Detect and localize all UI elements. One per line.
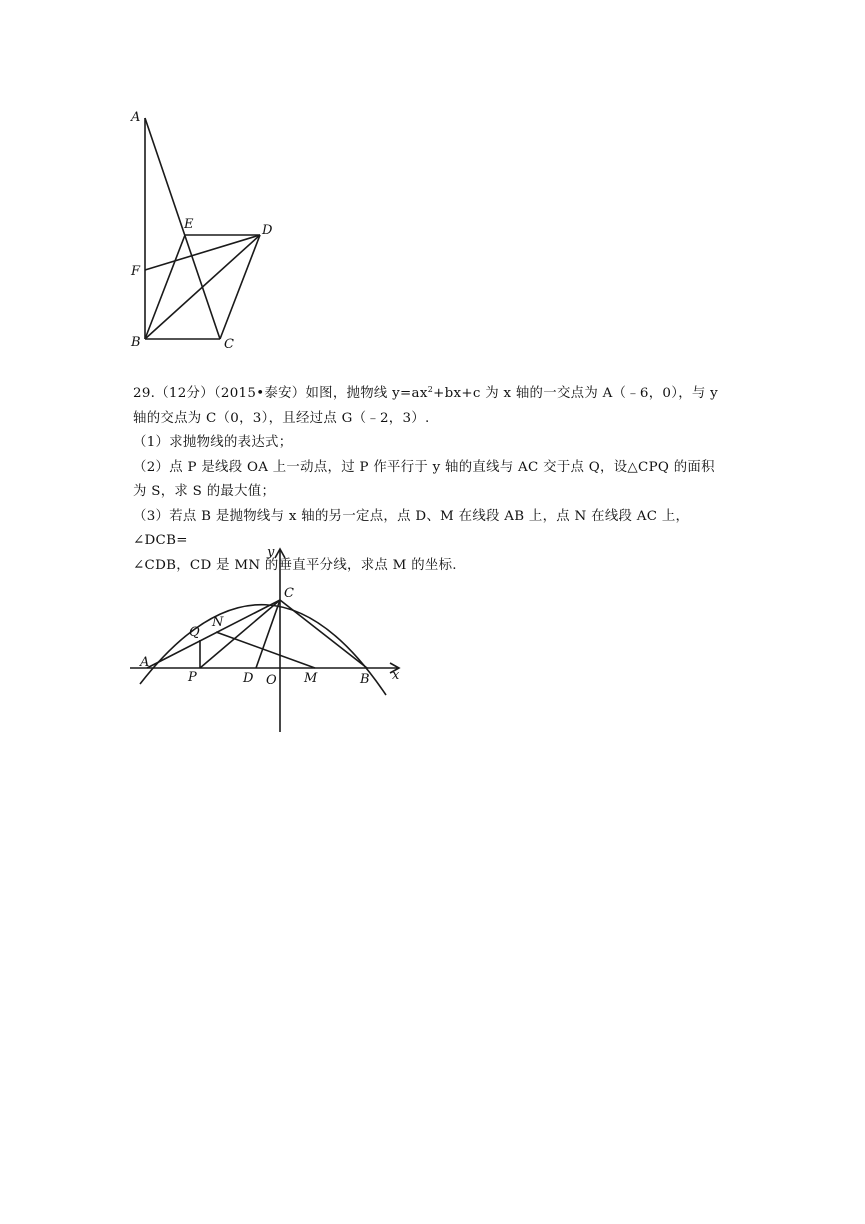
segment-BD: [145, 235, 260, 339]
label-B: B: [131, 335, 141, 350]
segment-BE: [145, 235, 185, 339]
label-B: B: [360, 672, 370, 687]
label-A: A: [140, 655, 150, 670]
label-O: O: [266, 673, 277, 688]
stem-text-b: +bx+c 为 x 轴的一交点为 A（﹣6，0），与 y: [433, 386, 719, 401]
segment-FD: [145, 235, 260, 270]
problem-stem-line2: 轴的交点为 C（0，3），且经过点 G（﹣2，3）.: [133, 410, 430, 426]
label-Q: Q: [189, 625, 200, 640]
problem-score: （12分）: [155, 386, 214, 401]
problem-part2-line1: （2）点 P 是线段 OA 上一动点，过 P 作平行于 y 轴的直线与 AC 交于点 Q，设△CPQ 的面积: [133, 459, 715, 475]
label-P: P: [188, 670, 197, 685]
segment-CB: [280, 600, 367, 668]
label-E: E: [184, 217, 194, 232]
segment-DC: [220, 235, 260, 339]
label-A: A: [131, 110, 141, 125]
problem-source: （2015•泰安）: [213, 386, 306, 401]
label-M: M: [304, 671, 318, 686]
geometry-figure-1: [120, 100, 290, 360]
problem-stem-line1: [133, 378, 743, 407]
problem-part3-line2: ∠CDB，CD 是 MN 的垂直平分线，求点 M 的坐标.: [133, 557, 457, 573]
problem-part1: （1）求抛物线的表达式；: [133, 435, 293, 450]
label-D: D: [243, 671, 254, 686]
label-C: C: [284, 586, 294, 601]
geometry-figure-1-svg: [120, 100, 290, 360]
problem-part2-line2: 为 S，求 S 的最大值；: [133, 484, 276, 499]
label-C: C: [224, 337, 234, 352]
stem-text-a: 如图，抛物线 y=ax: [305, 386, 428, 401]
problem-number: 29.: [133, 386, 156, 401]
label-F: F: [131, 264, 141, 279]
stem-superscript: 2: [427, 385, 434, 394]
parabola-figure-svg: [120, 540, 410, 735]
label-y: y: [267, 545, 275, 560]
problem-part3-line1: （3）若点 B 是抛物线与 x 轴的另一定点，点 D、M 在线段 AB 上，点 N 在线段 AC 上，∠DCB=: [133, 508, 690, 548]
label-D: D: [262, 223, 273, 238]
segment-NM: [216, 632, 315, 668]
label-N: N: [212, 615, 224, 630]
parabola-figure: [120, 540, 410, 735]
label-x: x: [392, 668, 400, 683]
